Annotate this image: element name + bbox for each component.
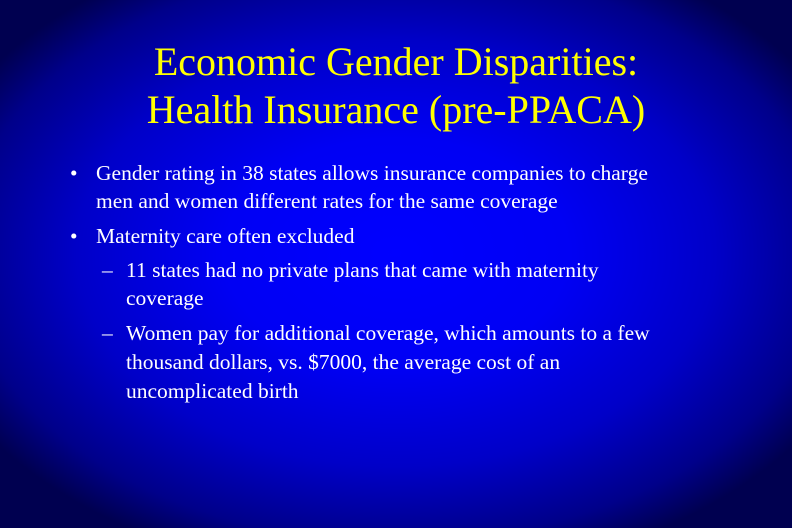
bullet-marker: •: [70, 161, 78, 185]
sub-bullet-marker: –: [102, 321, 113, 345]
title-line-2: Health Insurance (pre-PPACA): [146, 87, 646, 132]
bullet-1-line-1: Gender rating in 38 states allows insurance companies to charge: [96, 161, 648, 185]
bullet-1-line-2: men and women different rates for the same coverage: [96, 189, 558, 213]
sub-bullet-2-line-1: Women pay for additional coverage, which amounts to a few: [126, 321, 650, 345]
sub-bullet-marker: –: [102, 258, 113, 282]
sub-bullet-2-line-3: uncomplicated birth: [126, 379, 299, 403]
bullet-marker: •: [70, 224, 78, 248]
sub-bullet-1-line-2: coverage: [126, 286, 204, 310]
bullet-2-line-1: Maternity care often excluded: [96, 224, 355, 248]
sub-bullet-2-line-2: thousand dollars, vs. $7000, the average cost of an: [126, 350, 561, 374]
sub-bullet-1-line-1: 11 states had no private plans that came with maternity: [126, 258, 599, 282]
title-line-1: Economic Gender Disparities:: [153, 39, 639, 84]
